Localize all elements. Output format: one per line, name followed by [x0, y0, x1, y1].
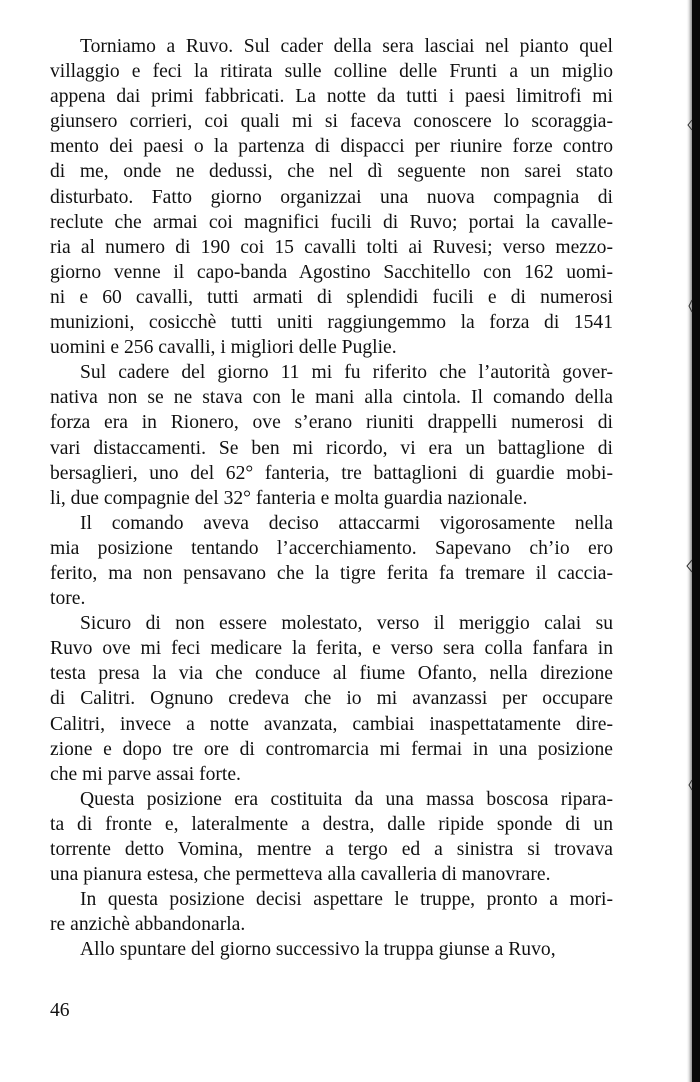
text-line: nativa non se ne stava con le mani alla cintola. Il comando della — [50, 387, 613, 409]
text-line: una pianura estesa, che permetteva alla cavalleria di manovrare. — [50, 864, 551, 886]
text-line: Questa posizione era costituita da una massa boscosa ripara- — [80, 788, 613, 810]
text-line: tore. — [50, 588, 86, 610]
text-line: che mi parve assai forte. — [50, 763, 241, 785]
text-line: ria al numero di 190 coi 15 cavalli tolti ai Ruvesi; verso mezzo- — [50, 236, 613, 258]
text-line: di me, onde ne dedussi, che nel dì seguente non sarei stato — [50, 161, 613, 183]
binding-edge-shadow — [678, 0, 700, 1082]
text-line: Sul cadere del giorno 11 mi fu riferito che l’autorità gover- — [80, 362, 613, 384]
text-line: ni e 60 cavalli, tutti armati di splendidi fucili e di numerosi — [50, 286, 613, 308]
text-line: ferito, ma non pensavano che la tigre ferita fa tremare il caccia- — [50, 562, 613, 584]
text-line: li, due compagnie del 32° fanteria e molta guardia nazionale. — [50, 487, 528, 509]
text-line: appena dai primi fabbricati. La notte da tutti i paesi limitrofi mi — [50, 86, 613, 108]
text-line: bersaglieri, uno del 62° fanteria, tre battaglioni di guardie mobi- — [50, 462, 613, 484]
paragraph — [50, 611, 613, 787]
paragraph — [50, 511, 613, 611]
paragraph — [50, 787, 613, 887]
paragraph — [50, 937, 613, 962]
text-line: mento dei paesi o la partenza di dispacci per riunire forze contro — [50, 136, 613, 158]
text-line: Sicuro di non essere molestato, verso il meriggio calai su — [80, 613, 613, 635]
text-line: ta di fronte e, lateralmente a destra, dalle ripide sponde di un — [50, 813, 613, 835]
paragraph — [50, 34, 613, 360]
text-line: Torniamo a Ruvo. Sul cader della sera lasciai nel pianto quel — [80, 36, 613, 57]
text-line: giorno venne il capo-banda Agostino Sacchitello con 162 uomi- — [50, 261, 613, 283]
text-line: mia posizione tentando l’accerchiamento. Sapevano ch’io ero — [50, 537, 613, 559]
text-line: Calitri, invece a notte avanzata, cambiai inaspettatamente dire- — [50, 713, 613, 735]
text-line: di Calitri. Ognuno credeva che io mi avanzassi per occupare — [50, 688, 613, 710]
paragraph — [50, 887, 613, 937]
text-line: In questa posizione decisi aspettare le truppe, pronto a mori- — [80, 889, 613, 911]
text-line: villaggio e feci la ritirata sulle colline delle Frunti a un miglio — [50, 61, 613, 83]
text-line: giunsero corrieri, coi quali mi si faceva conoscere lo scoraggia- — [50, 111, 613, 133]
text-line: testa presa la via che conduce al fiume Ofanto, nella direzione — [50, 663, 613, 685]
text-line: vari distaccamenti. Se ben mi ricordo, vi era un battaglione di — [50, 437, 613, 459]
paragraph — [50, 360, 613, 511]
text-line: Allo spuntare del giorno successivo la truppa giunse a Ruvo, — [80, 939, 556, 961]
text-line: Il comando aveva deciso attaccarmi vigorosamente nella — [80, 512, 613, 534]
text-line: re anzichè abbandonarla. — [50, 914, 246, 936]
page-number: 46 — [50, 1000, 70, 1021]
text-line: torrente detto Vomina, mentre a tergo ed a sinistra si trovava — [50, 839, 613, 860]
text-line: uomini e 256 cavalli, i migliori delle Puglie. — [50, 337, 397, 359]
body-text — [50, 34, 613, 962]
text-line: zione e dopo tre ore di contromarcia mi fermai in una posizione — [50, 738, 613, 760]
text-line: munizioni, cosicchè tutti uniti raggiungemmo la forza di 1541 — [50, 312, 613, 334]
text-line: forza era in Rionero, ove s’erano riuniti drappelli numerosi di — [50, 412, 613, 434]
text-line: Ruvo ove mi feci medicare la ferita, e verso sera colla fanfara in — [50, 638, 613, 660]
text-line: disturbato. Fatto giorno organizzai una nuova compagnia di — [50, 186, 613, 208]
text-line: reclute che armai coi magnifici fucili di Ruvo; portai la cavalle- — [50, 211, 613, 233]
